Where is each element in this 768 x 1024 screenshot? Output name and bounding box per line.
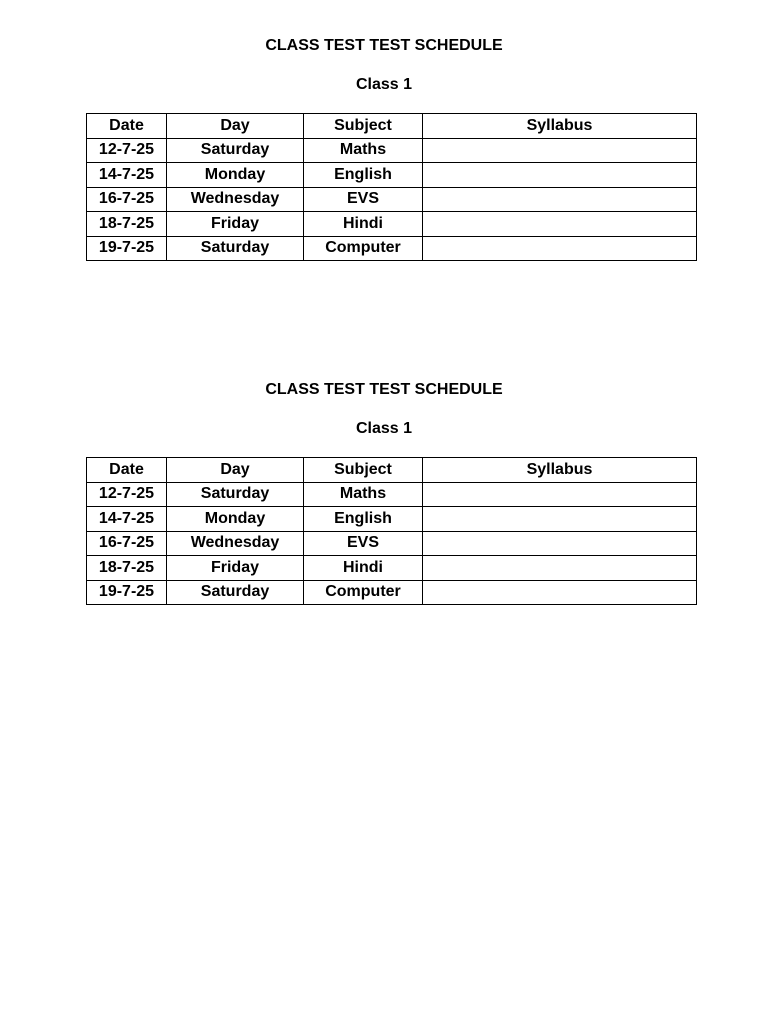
- schedule-table: [86, 113, 697, 261]
- cell-day: Saturday: [167, 138, 304, 163]
- class-label: Class 1: [355, 420, 413, 437]
- cell-syllabus: [423, 482, 697, 507]
- header-syllabus: Syllabus: [423, 114, 697, 139]
- header-date: Date: [87, 458, 167, 483]
- cell-day: Saturday: [167, 482, 304, 507]
- header-syllabus: Syllabus: [423, 458, 697, 483]
- cell-subject: EVS: [304, 187, 423, 212]
- header-day: Day: [167, 114, 304, 139]
- header-subject: Subject: [304, 458, 423, 483]
- table-header-row: [87, 458, 697, 483]
- cell-subject: Computer: [304, 580, 423, 605]
- cell-syllabus: [423, 236, 697, 261]
- cell-subject: English: [304, 507, 423, 532]
- cell-syllabus: [423, 507, 697, 532]
- cell-subject: English: [304, 163, 423, 188]
- schedule-title: CLASS TEST TEST SCHEDULE: [265, 381, 503, 398]
- table-row: [87, 531, 697, 556]
- cell-syllabus: [423, 580, 697, 605]
- cell-subject: Computer: [304, 236, 423, 261]
- cell-day: Monday: [167, 163, 304, 188]
- schedule-block: [0, 380, 768, 601]
- cell-date: 19-7-25: [87, 580, 167, 605]
- cell-date: 18-7-25: [87, 212, 167, 237]
- cell-date: 19-7-25: [87, 236, 167, 261]
- cell-syllabus: [423, 138, 697, 163]
- cell-date: 14-7-25: [87, 507, 167, 532]
- cell-syllabus: [423, 163, 697, 188]
- cell-day: Saturday: [167, 580, 304, 605]
- cell-day: Friday: [167, 556, 304, 581]
- table-row: [87, 187, 697, 212]
- cell-subject: Hindi: [304, 556, 423, 581]
- cell-day: Friday: [167, 212, 304, 237]
- header-subject: Subject: [304, 114, 423, 139]
- cell-syllabus: [423, 212, 697, 237]
- cell-syllabus: [423, 531, 697, 556]
- cell-subject: Hindi: [304, 212, 423, 237]
- cell-subject: EVS: [304, 531, 423, 556]
- cell-day: Monday: [167, 507, 304, 532]
- cell-date: 14-7-25: [87, 163, 167, 188]
- schedule-block: [0, 36, 768, 257]
- table-row: [87, 556, 697, 581]
- cell-subject: Maths: [304, 138, 423, 163]
- cell-date: 16-7-25: [87, 187, 167, 212]
- cell-date: 12-7-25: [87, 138, 167, 163]
- cell-date: 18-7-25: [87, 556, 167, 581]
- table-row: [87, 482, 697, 507]
- class-label: Class 1: [355, 76, 413, 93]
- schedule-table: [86, 457, 697, 605]
- cell-subject: Maths: [304, 482, 423, 507]
- cell-day: Wednesday: [167, 531, 304, 556]
- table-row: [87, 236, 697, 261]
- header-date: Date: [87, 114, 167, 139]
- table-row: [87, 163, 697, 188]
- table-row: [87, 212, 697, 237]
- cell-syllabus: [423, 556, 697, 581]
- cell-date: 12-7-25: [87, 482, 167, 507]
- cell-syllabus: [423, 187, 697, 212]
- table-header-row: [87, 114, 697, 139]
- cell-day: Saturday: [167, 236, 304, 261]
- table-row: [87, 138, 697, 163]
- table-row: [87, 580, 697, 605]
- schedule-title: CLASS TEST TEST SCHEDULE: [265, 37, 503, 54]
- cell-date: 16-7-25: [87, 531, 167, 556]
- table-row: [87, 507, 697, 532]
- cell-day: Wednesday: [167, 187, 304, 212]
- header-day: Day: [167, 458, 304, 483]
